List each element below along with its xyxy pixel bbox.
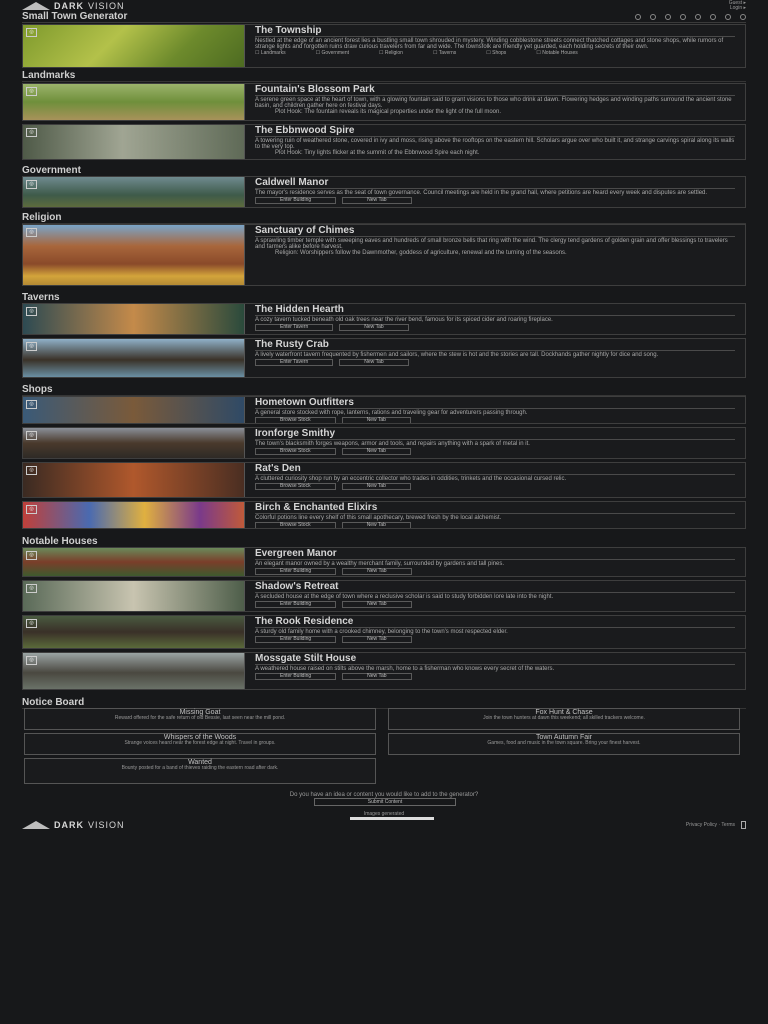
notice-title: Wanted (188, 759, 212, 766)
enter-building-button[interactable]: Enter Building (255, 197, 336, 204)
shop-card (22, 462, 746, 498)
tavern-description: A lively waterfront tavern frequented by fishermen and sailors, where the stew is hot and the stories are tall. Dockhands gather nightly for dice and song. (255, 352, 659, 358)
section-checkbox[interactable]: ☐ Taverns (432, 50, 457, 56)
house-description: A secluded house at the edge of town where a reclusive scholar is said to study forbidden lore late into the night. (255, 594, 554, 600)
new-tab-button[interactable]: New Tab (339, 324, 408, 331)
new-tab-button[interactable]: New Tab (342, 673, 411, 680)
footer-links-text[interactable]: Privacy Policy · Terms (685, 822, 735, 828)
notice-title: Fox Hunt & Chase (535, 709, 593, 716)
title-bar (22, 12, 746, 23)
nav-dot[interactable] (740, 14, 746, 20)
image-icon: ◎ (26, 400, 37, 409)
image-icon: ◎ (26, 28, 37, 37)
new-tab-button[interactable]: New Tab (342, 448, 411, 455)
section-checkbox[interactable]: ☐ Landmarks (255, 50, 286, 56)
notice-title: Town Autumn Fair (535, 734, 593, 741)
section-title-houses: Notable Houses (22, 537, 746, 548)
section-checkbox[interactable]: ☐ Shops (486, 50, 507, 56)
shop-card (22, 396, 746, 424)
new-tab-button[interactable]: New Tab (342, 197, 411, 204)
nav-dot[interactable] (695, 14, 701, 20)
enter-building-button[interactable]: Enter Building (255, 636, 336, 643)
landmark-title: The Ebbnwood Spire (255, 126, 735, 137)
new-tab-button[interactable]: New Tab (342, 568, 411, 575)
shop-description: A cluttered curiosity shop run by an eccentric collector who trades in oddities, trinkets and the occasional cursed relic. (255, 476, 567, 482)
house-card (22, 615, 746, 649)
logo-triangle-icon (22, 821, 50, 829)
house-description: A sturdy old family home with a crooked chimney, belonging to the town's most respected elder. (255, 629, 508, 635)
tavern-image (23, 339, 245, 377)
notice-description: Bounty posted for a band of thieves raiding the eastern road after dark. (121, 765, 279, 771)
landmark-image (23, 125, 245, 159)
tavern-title: The Rusty Crab (255, 340, 735, 351)
scroll-top-icon[interactable] (741, 821, 746, 829)
government-title: Caldwell Manor (255, 178, 735, 189)
section-checkbox[interactable]: ☐ Government (315, 50, 349, 56)
image-icon: ◎ (26, 128, 37, 137)
account-line-2[interactable]: Login ▸ (729, 5, 746, 11)
image-icon: ◎ (26, 342, 37, 351)
top-bar (22, 0, 746, 12)
house-title: Evergreen Manor (255, 549, 735, 560)
shop-card (22, 427, 746, 459)
house-title: Mossgate Stilt House (255, 654, 735, 665)
nav-dot[interactable] (650, 14, 656, 20)
nav-dot[interactable] (665, 14, 671, 20)
image-icon: ◎ (26, 228, 37, 237)
religion-card (22, 224, 746, 286)
enter-building-button[interactable]: Enter Building (255, 568, 336, 575)
house-card (22, 580, 746, 612)
shop-title: Hometown Outfitters (255, 398, 735, 409)
landmark-title: Fountain's Blossom Park (255, 85, 735, 96)
new-tab-button[interactable]: New Tab (342, 601, 411, 608)
submit-question: Do you have an idea or content you would like to add to the generator? (289, 792, 479, 798)
township-card (22, 24, 746, 68)
government-description: The mayor's residence serves as the seat of town governance. Council meetings are held in the grand hall, where petitions are heard every week and disputes are settled. (255, 190, 708, 196)
section-title-taverns: Taverns (22, 293, 746, 304)
browse-stock-button[interactable]: Browse Stock (255, 417, 336, 423)
plot-hook: Plot Hook: The fountain reveals its magical properties under the light of the full moon. (275, 109, 502, 115)
township-description: Nestled at the edge of an ancient forest lies a bustling small town shrouded in mystery. Winding cobblestone streets connect thatched cottages and stone shops, while rumors of strange lights and forgotten ruins draw curious travelers from far and wide. The townsfolk are friendly yet guarded, each holding secrets of their own. (255, 38, 724, 50)
section-title-shops: Shops (22, 385, 746, 396)
house-description: A weathered house raised on stilts above the marsh, home to a fisherman who knows every secret of the waters. (255, 666, 555, 672)
new-tab-button[interactable]: New Tab (339, 359, 408, 366)
image-icon: ◎ (26, 87, 37, 96)
logo-triangle-icon (22, 2, 50, 10)
image-icon: ◎ (26, 656, 37, 665)
notice-description: Join the town hunters at dawn this weekend; all skilled trackers welcome. (483, 715, 645, 721)
plot-hook: Plot Hook: Tiny lights flicker at the summit of the Ebbnwood Spire each night. (275, 150, 480, 156)
shop-description: A general store stocked with rope, lanterns, rations and traveling gear for adventurers passing through. (255, 410, 528, 416)
shop-description: Colorful potions line every shelf of this small apothecary, brewed fresh by the local alchemist. (255, 515, 502, 521)
house-card (22, 652, 746, 690)
house-card (22, 547, 746, 577)
township-title: The Township (255, 26, 735, 37)
account-menu[interactable] (729, 1, 746, 11)
house-image (23, 653, 245, 689)
enter-tavern-button[interactable]: Enter Tavern (255, 324, 333, 331)
new-tab-button[interactable]: New Tab (342, 522, 411, 528)
new-tab-button[interactable]: New Tab (342, 417, 411, 423)
notice-card[interactable] (24, 758, 376, 784)
landmark-card (22, 83, 746, 121)
religion-title: Sanctuary of Chimes (255, 226, 735, 237)
house-image (23, 548, 245, 576)
government-card (22, 176, 746, 208)
section-checkbox[interactable]: ☐ Notable Houses (536, 50, 578, 56)
landmark-description: A serene green space at the heart of town, with a glowing fountain said to grant visions to those who drink at dawn. Flowering hedges and winding paths surround the ancient stone basin, and children gather here on festival days. (255, 97, 732, 109)
nav-dot[interactable] (710, 14, 716, 20)
enter-tavern-button[interactable]: Enter Tavern (255, 359, 333, 366)
new-tab-button[interactable]: New Tab (342, 636, 411, 643)
enter-building-button[interactable]: Enter Building (255, 673, 336, 680)
browse-stock-button[interactable]: Browse Stock (255, 448, 336, 455)
section-title-government: Government (22, 166, 746, 177)
notice-description: Reward offered for the safe return of old Bessie, last seen near the mill pond. (114, 715, 286, 721)
footer-brand-a: DARK (54, 820, 84, 830)
nav-dot[interactable] (725, 14, 731, 20)
brand-name-a: DARK (54, 1, 84, 11)
government-image (23, 177, 245, 207)
browse-stock-button[interactable]: Browse Stock (255, 483, 336, 490)
notice-title: Whispers of the Woods (163, 734, 237, 741)
image-icon: ◎ (26, 584, 37, 593)
landmark-image (23, 84, 245, 120)
nav-dot[interactable] (635, 14, 641, 20)
tavern-card (22, 338, 746, 378)
landmark-card (22, 124, 746, 160)
shop-title: Ironforge Smithy (255, 429, 735, 440)
account-line-1[interactable]: Guest ▸ (728, 0, 746, 6)
religion-description: A sprawling timber temple with sweeping eaves and hundreds of small bronze bells that ring with the wind. The clergy tend gardens of golden grain and offer blessings to travelers and farmers alike before harvest. (255, 238, 728, 250)
house-image (23, 616, 245, 648)
notice-card[interactable] (24, 708, 376, 730)
religion-note: Religion: Worshippers follow the Dawnmother, goddess of agriculture, renewal and the turning of the seasons. (275, 250, 567, 256)
section-title-landmarks: Landmarks (22, 71, 746, 82)
house-title: The Rook Residence (255, 617, 735, 628)
image-icon: ◎ (26, 505, 37, 514)
tavern-card (22, 303, 746, 335)
shop-title: Birch & Enchanted Elixirs (255, 503, 735, 514)
nav-dot[interactable] (680, 14, 686, 20)
shop-image (23, 428, 245, 458)
section-title-religion: Religion (22, 213, 746, 224)
notice-card[interactable] (24, 733, 376, 755)
tavern-title: The Hidden Hearth (255, 305, 735, 316)
image-icon: ◎ (26, 619, 37, 628)
shop-title: Rat's Den (255, 464, 735, 475)
browse-stock-button[interactable]: Browse Stock (255, 522, 336, 528)
landmark-description: A towering ruin of weathered stone, covered in ivy and moss, rising above the rooftops on the eastern hill. Scholars argue over who built it, and strange carvings spiral along its walls to the very top. (255, 138, 735, 150)
footer-brand-b: VISION (88, 820, 125, 830)
image-icon: ◎ (26, 466, 37, 475)
image-icon: ◎ (26, 307, 37, 316)
notice-card[interactable] (388, 733, 740, 755)
notice-description: Strange voices heard near the forest edge at night. Travel in groups. (124, 740, 276, 746)
shop-description: The town's blacksmith forges weapons, armor and tools, and repairs anything with a spark of metal in it. (255, 441, 530, 447)
footer-logo[interactable] (22, 820, 125, 830)
new-tab-button[interactable]: New Tab (342, 483, 411, 490)
religion-image (23, 225, 245, 285)
image-icon: ◎ (26, 431, 37, 440)
footer-links[interactable] (686, 821, 746, 829)
house-image (23, 581, 245, 611)
notice-card[interactable] (388, 708, 740, 730)
shop-image (23, 502, 245, 528)
image-icon: ◎ (26, 180, 37, 189)
image-icon: ◎ (26, 551, 37, 560)
submit-content-button[interactable]: Submit Content (314, 798, 456, 806)
tavern-image (23, 304, 245, 334)
section-dots (635, 14, 746, 20)
house-description: An elegant manor owned by a wealthy merchant family, surrounded by gardens and tall pines. (255, 561, 505, 567)
shop-image (23, 463, 245, 497)
section-checkbox[interactable]: ☐ Religion (379, 50, 403, 56)
enter-building-button[interactable]: Enter Building (255, 601, 336, 608)
section-title-notice-board: Notice Board (22, 698, 746, 709)
notice-description: Games, food and music in the town square. Bring your finest harvest. (487, 740, 641, 746)
township-image (23, 25, 245, 67)
page-title: Small Town Generator (22, 11, 128, 22)
shop-card (22, 501, 746, 529)
notice-title: Missing Goat (179, 709, 221, 716)
tavern-description: A cozy tavern tucked beneath old oak trees near the river bend, famous for its spiced cider and roaring fireplace. (255, 317, 553, 323)
brand-logo[interactable] (22, 1, 125, 11)
footer (22, 820, 746, 830)
shop-image (23, 397, 245, 423)
house-title: Shadow's Retreat (255, 582, 735, 593)
image-credit: Images generated (363, 811, 405, 817)
brand-name-b: VISION (88, 1, 125, 11)
